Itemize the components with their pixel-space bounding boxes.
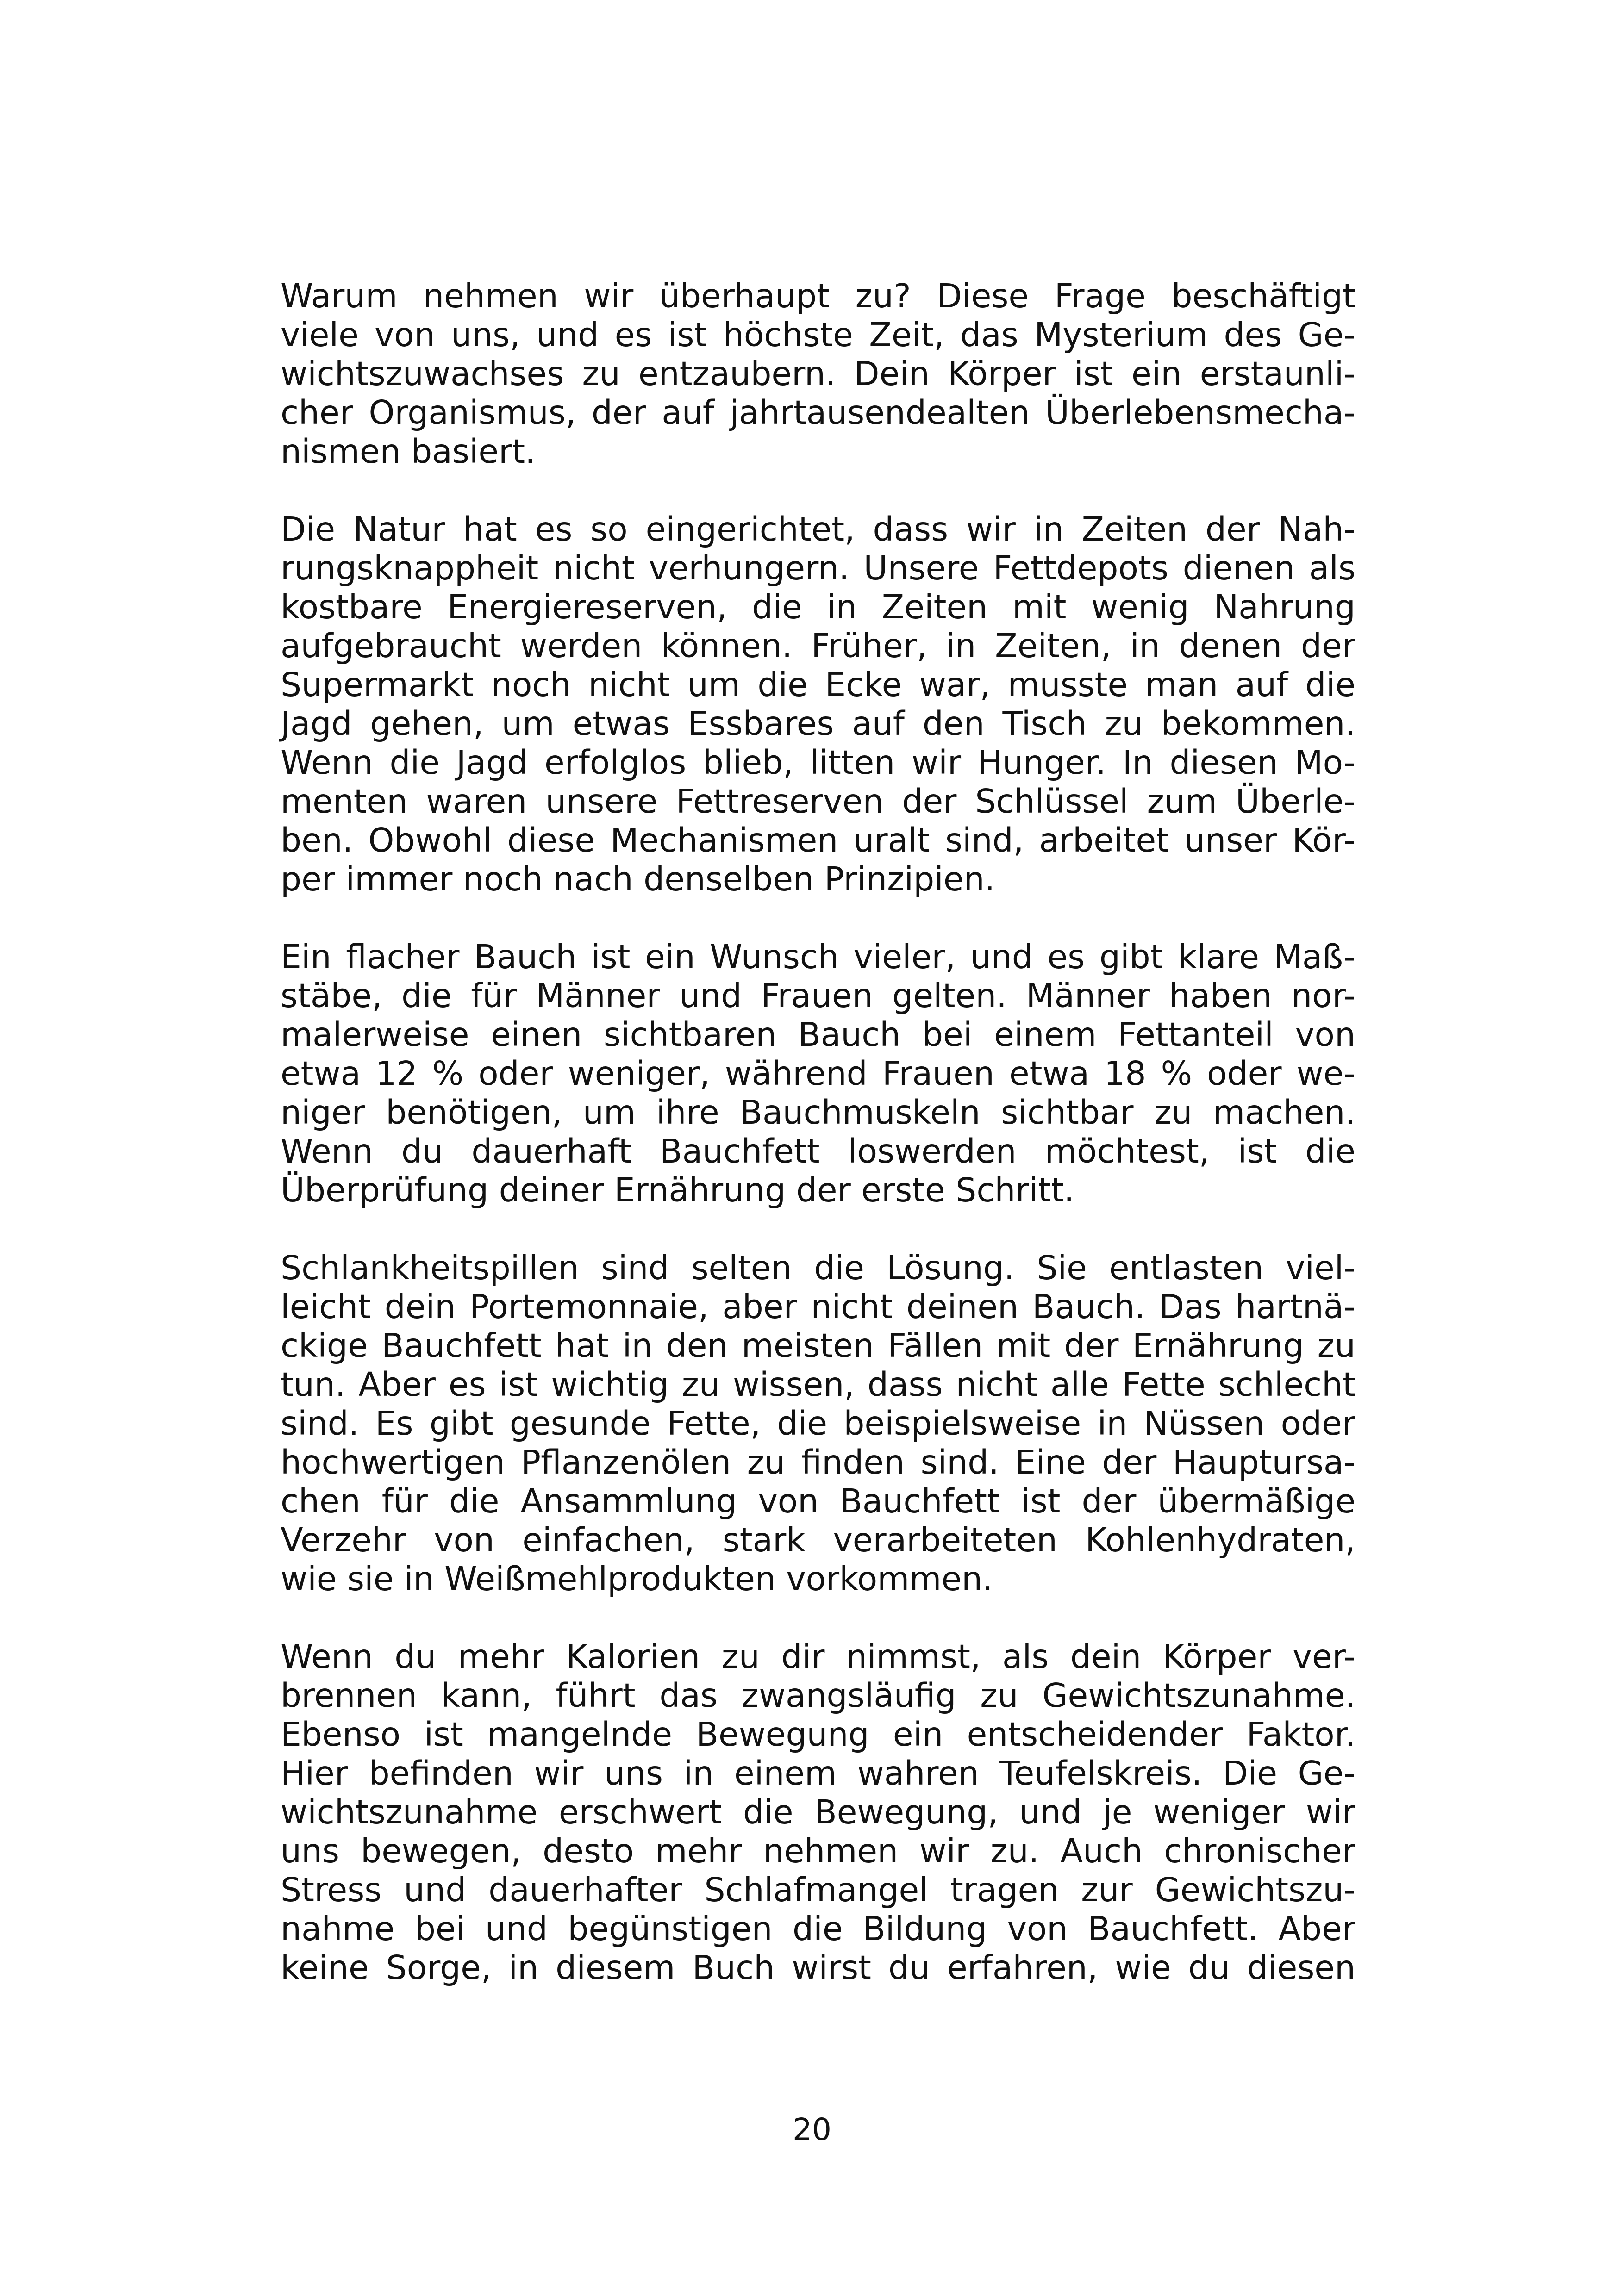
text-line: wichtszunahme erschwert die Bewegung, und je weniger wir — [281, 1793, 1355, 1831]
text-line: Jagd gehen, um etwas Essbares auf den Tisch zu bekommen. — [281, 704, 1355, 743]
paragraph — [281, 1637, 1355, 1987]
text-line: malerweise einen sichtbaren Bauch bei einem Fettanteil von — [281, 1015, 1355, 1054]
text-line: Schlankheitspillen sind selten die Lösung. Sie entlasten viel- — [281, 1249, 1355, 1287]
text-line: nahme bei und begünstigen die Bildung von Bauchfett. Aber — [281, 1910, 1355, 1948]
text-line: uns bewegen, desto mehr nehmen wir zu. Auch chronischer — [281, 1832, 1355, 1870]
text-line: viele von uns, und es ist höchste Zeit, das Mysterium des Ge- — [281, 316, 1355, 354]
text-line: wichtszuwachses zu entzaubern. Dein Körper ist ein erstaunli- — [281, 355, 1355, 393]
page-body — [281, 277, 1355, 2026]
text-line: Ein flacher Bauch ist ein Wunsch vieler, und es gibt klare Maß- — [281, 938, 1355, 976]
text-line: etwa 12 % oder weniger, während Frauen etwa 18 % oder we- — [281, 1054, 1355, 1093]
text-line: Supermarkt noch nicht um die Ecke war, musste man auf die — [281, 666, 1355, 704]
text-line: wie sie in Weißmehlprodukten vorkommen. — [281, 1560, 993, 1598]
text-line: aufgebraucht werden können. Früher, in Zeiten, in denen der — [281, 627, 1355, 665]
paragraph — [281, 938, 1355, 1210]
paragraph — [281, 1249, 1355, 1599]
text-line: per immer noch nach denselben Prinzipien. — [281, 860, 995, 898]
text-line: Warum nehmen wir überhaupt zu? Diese Frage beschäftigt — [281, 277, 1355, 315]
text-line: keine Sorge, in diesem Buch wirst du erfahren, wie du diesen — [281, 1948, 1355, 1987]
text-line: tun. Aber es ist wichtig zu wissen, dass nicht alle Fette schlecht — [281, 1365, 1355, 1404]
text-line: Hier befinden wir uns in einem wahren Teufelskreis. Die Ge- — [281, 1754, 1355, 1792]
text-line: ben. Obwohl diese Mechanismen uralt sind, arbeitet unser Kör- — [281, 821, 1355, 859]
text-line: chen für die Ansammlung von Bauchfett ist der übermäßige — [281, 1482, 1355, 1520]
page-number: 20 — [793, 2112, 831, 2147]
text-line: Verzehr von einfachen, stark verarbeiteten Kohlenhydraten, — [281, 1521, 1355, 1559]
paragraph — [281, 277, 1355, 471]
text-line: Ebenso ist mangelnde Bewegung ein entscheidender Faktor. — [281, 1715, 1355, 1754]
text-line: Wenn die Jagd erfolglos blieb, litten wir Hunger. In diesen Mo- — [281, 743, 1355, 782]
text-line: sind. Es gibt gesunde Fette, die beispielsweise in Nüssen oder — [281, 1404, 1355, 1443]
text-line: leicht dein Portemonnaie, aber nicht deinen Bauch. Das hartnä- — [281, 1288, 1355, 1326]
text-line: rungsknappheit nicht verhungern. Unsere Fettdepots dienen als — [281, 549, 1355, 587]
text-line: brennen kann, führt das zwangsläufig zu Gewichtszunahme. — [281, 1676, 1355, 1715]
text-line: nismen basiert. — [281, 432, 536, 471]
text-line: menten waren unsere Fettreserven der Schlüssel zum Überle- — [281, 782, 1355, 821]
text-line: Wenn du dauerhaft Bauchfett loswerden möchtest, ist die — [281, 1132, 1355, 1170]
text-line: Die Natur hat es so eingerichtet, dass wir in Zeiten der Nah- — [281, 510, 1355, 548]
text-line: stäbe, die für Männer und Frauen gelten. Männer haben nor- — [281, 977, 1355, 1015]
text-line: Überprüfung deiner Ernährung der erste Schritt. — [281, 1171, 1074, 1209]
text-line: kostbare Energiereserven, die in Zeiten mit wenig Nahrung — [281, 588, 1355, 626]
text-line: Wenn du mehr Kalorien zu dir nimmst, als dein Körper ver- — [281, 1637, 1355, 1676]
paragraph — [281, 510, 1355, 899]
text-line: niger benötigen, um ihre Bauchmuskeln sichtbar zu machen. — [281, 1093, 1355, 1132]
text-line: Stress und dauerhafter Schlafmangel tragen zur Gewichtszu- — [281, 1871, 1355, 1909]
text-line: hochwertigen Pflanzenölen zu finden sind. Eine der Hauptursa- — [281, 1443, 1355, 1481]
text-line: cher Organismus, der auf jahrtausendealten Überlebensmecha- — [281, 393, 1355, 432]
text-line: ckige Bauchfett hat in den meisten Fällen mit der Ernährung zu — [281, 1326, 1355, 1365]
